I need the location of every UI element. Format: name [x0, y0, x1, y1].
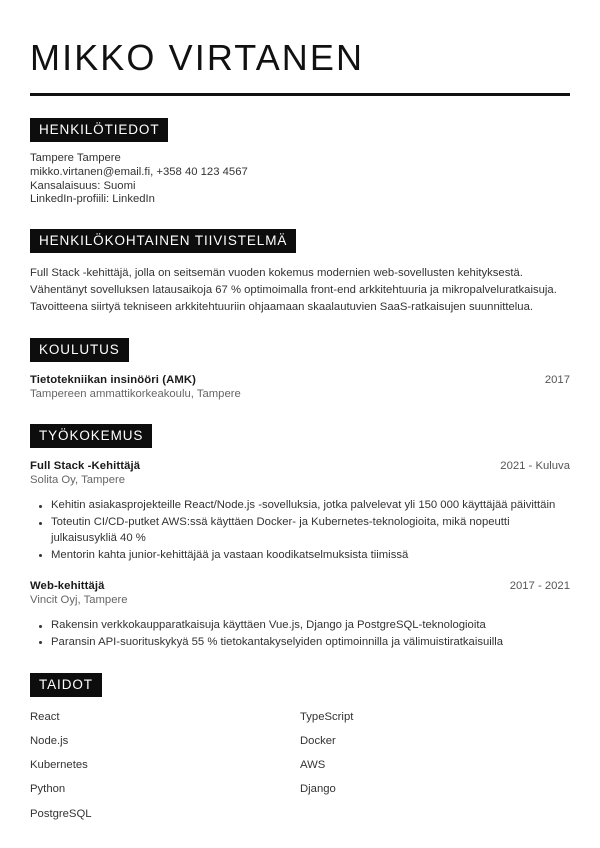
experience-entry — [30, 460, 570, 564]
section-education — [30, 338, 570, 402]
section-header-contact: HENKILÖTIEDOT — [30, 118, 168, 142]
education-institution: Tampereen ammattikorkeakoulu, Tampere — [30, 388, 241, 401]
job-title: Web-kehittäjä — [30, 579, 105, 592]
contact-line-linkedin: LinkedIn-profiili: LinkedIn — [30, 193, 155, 206]
entry-header-row — [30, 460, 570, 472]
summary-line: Vähentänyt sovelluksen latausaikoja 67 % optimoimalla front-end arkkitehtuuria ja mikropalveluratkaisuja. — [30, 284, 557, 297]
contact-line-nationality: Kansalaisuus: Suomi — [30, 179, 136, 192]
summary-line: Full Stack -kehittäjä, jolla on seitsemän vuoden kokemus modernien web-sovellusten kehityksestä. — [30, 267, 523, 280]
name-header — [30, 0, 570, 96]
job-bullet: Toteutin CI/CD-putket AWS:ssä käyttäen Docker- ja Kubernetes-teknologioita, mikä nopeutti julkaisusykliä 40 % — [30, 515, 570, 547]
summary-text — [30, 265, 570, 316]
job-date: 2021 - Kuluva — [500, 459, 570, 472]
page-title: MIKKO VIRTANEN — [30, 37, 365, 78]
job-bullet: Rakensin verkkokaupparatkaisuja käyttäen Vue.js, Django ja PostgreSQL-teknologioita — [30, 618, 570, 634]
job-bullet: Paransin API-suorituskykyä 55 % tietokantakyselyiden optimoinnilla ja välimuistiratkaisuilla — [30, 635, 570, 651]
skill-item: Python — [30, 783, 66, 796]
section-header-experience: TYÖKOKEMUS — [30, 424, 152, 448]
section-header-skills: TAIDOT — [30, 673, 102, 697]
section-summary — [30, 229, 570, 316]
skill-item: PostgreSQL — [30, 807, 92, 820]
education-date: 2017 — [544, 374, 570, 387]
job-bullet-list — [30, 618, 570, 651]
skill-item: Kubernetes — [30, 759, 88, 772]
job-company: Solita Oy, Tampere — [30, 473, 126, 486]
section-skills — [30, 673, 570, 832]
section-experience — [30, 424, 570, 651]
job-date: 2017 - 2021 — [509, 579, 570, 592]
contact-line-location: Tampere Tampere — [30, 152, 121, 164]
education-degree: Tietotekniikan insinööri (AMK) — [30, 374, 196, 387]
skill-item: Node.js — [30, 734, 69, 747]
summary-line: Tavoitteena siirtyä tekniseen arkkitehtuuriin ohjaamaan skaalautuvien SaaS-ratkaisujen suunnittelua. — [30, 301, 534, 314]
job-company: Vincit Oyj, Tampere — [30, 593, 128, 606]
skill-item: Docker — [300, 734, 336, 747]
skill-item: React — [30, 710, 60, 723]
contact-line-email-phone: mikko.virtanen@email.fi, +358 40 123 4567 — [30, 165, 248, 178]
education-entry — [30, 374, 570, 402]
experience-entry — [30, 580, 570, 651]
job-bullet: Kehitin asiakasprojekteille React/Node.js -sovelluksia, jotka palvelevat yli 150 000 käyttäjää päivittäin — [30, 498, 570, 514]
skills-column-left — [30, 711, 300, 832]
entry-header-row — [30, 580, 570, 592]
job-bullet-list — [30, 498, 570, 563]
header-divider — [30, 93, 570, 96]
contact-list — [30, 152, 570, 207]
skills-column-right — [300, 711, 570, 832]
section-header-education: KOULUTUS — [30, 338, 129, 362]
skill-item: AWS — [300, 759, 326, 772]
section-contact — [30, 118, 570, 207]
skill-item: TypeScript — [300, 710, 354, 723]
skills-grid — [30, 711, 570, 832]
entry-header-row — [30, 374, 570, 386]
job-bullet: Mentorin kahta junior-kehittäjää ja vastaan koodikatselmuksista tiimissä — [30, 548, 570, 564]
section-header-summary: HENKILÖKOHTAINEN TIIVISTELMÄ — [30, 229, 296, 253]
job-title: Full Stack -Kehittäjä — [30, 459, 141, 472]
skill-item: Django — [300, 783, 336, 796]
